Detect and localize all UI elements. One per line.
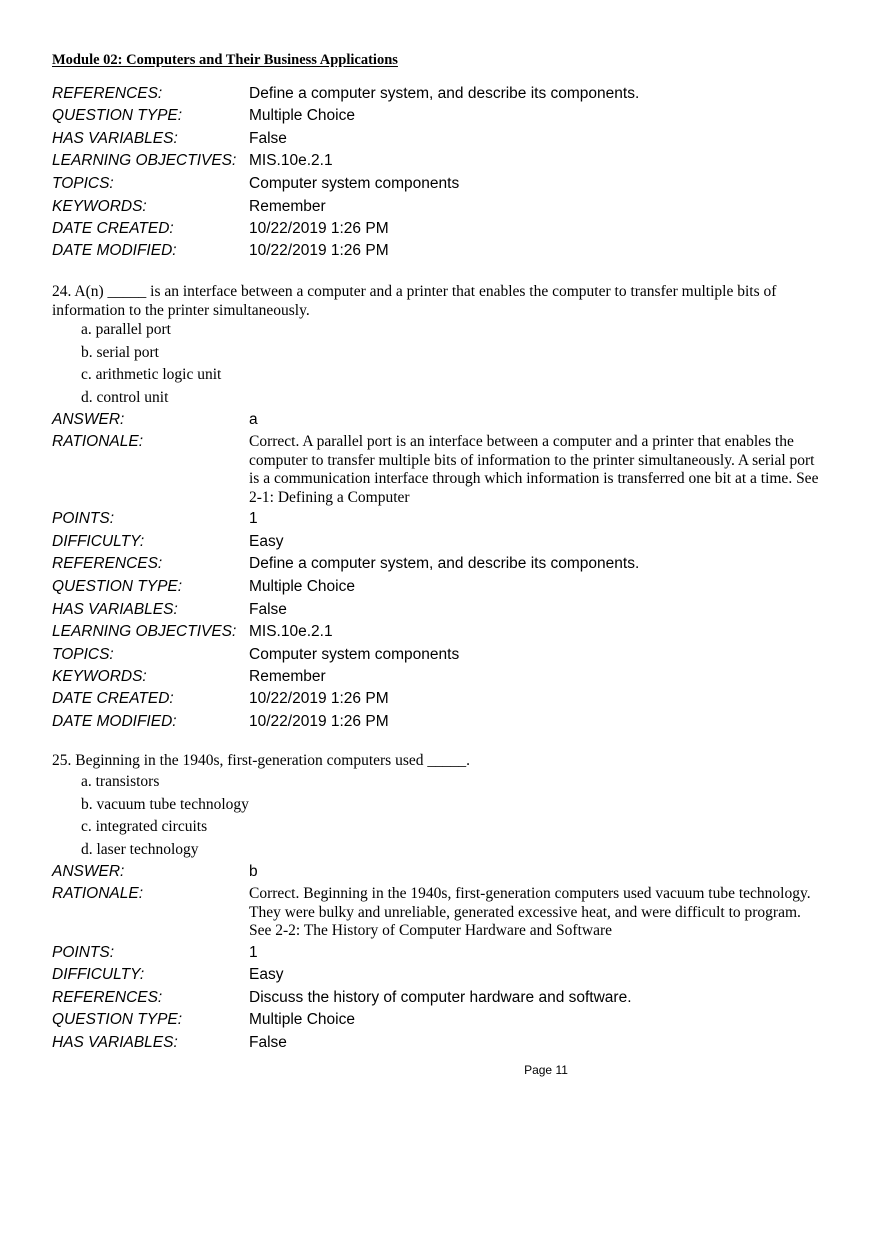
- q25-choice-b: b. vacuum tube technology: [81, 796, 249, 813]
- q24-meta-date-modified: [52, 713, 389, 735]
- q24-rationale-row: [52, 433, 827, 507]
- meta-label: DIFFICULTY:: [52, 966, 145, 983]
- meta-label: POINTS:: [52, 510, 115, 527]
- meta-label: LEARNING OBJECTIVES:: [52, 623, 237, 640]
- meta-row-date-created: [52, 220, 389, 242]
- meta-label: REFERENCES:: [52, 555, 163, 572]
- q24-meta-topics: [52, 646, 459, 668]
- meta-label: POINTS:: [52, 944, 115, 961]
- meta-value: Computer system components: [249, 175, 460, 192]
- meta-row-date-modified: [52, 242, 389, 264]
- meta-label: HAS VARIABLES:: [52, 130, 178, 147]
- module-title: Module 02: Computers and Their Business Applications: [52, 52, 398, 68]
- meta-label: QUESTION TYPE:: [52, 578, 183, 595]
- q25-rationale-row: [52, 885, 827, 941]
- q25-choice-c: c. integrated circuits: [81, 818, 208, 835]
- meta-row-references: [52, 85, 639, 107]
- meta-value: Define a computer system, and describe its components.: [249, 85, 640, 102]
- meta-label: QUESTION TYPE:: [52, 1011, 183, 1028]
- meta-label: REFERENCES:: [52, 989, 163, 1006]
- meta-row-question-type: [52, 107, 355, 129]
- meta-label: QUESTION TYPE:: [52, 107, 183, 124]
- meta-value: 1: [249, 944, 258, 961]
- meta-label: DATE CREATED:: [52, 220, 174, 237]
- q24-meta-question-type: [52, 578, 355, 600]
- meta-label: DIFFICULTY:: [52, 533, 145, 550]
- meta-value: Multiple Choice: [249, 1011, 355, 1028]
- meta-label: DATE MODIFIED:: [52, 713, 177, 730]
- meta-value: Easy: [249, 533, 284, 550]
- q25-meta-question-type: [52, 1011, 355, 1033]
- answer-value: b: [249, 863, 258, 880]
- meta-value: 10/22/2019 1:26 PM: [249, 242, 389, 259]
- answer-value: a: [249, 411, 258, 428]
- q24-choice-a: a. parallel port: [81, 321, 171, 338]
- q24-choice-d: d. control unit: [81, 389, 169, 406]
- rationale-label: RATIONALE:: [52, 885, 144, 902]
- meta-label: DATE MODIFIED:: [52, 242, 177, 259]
- meta-label: TOPICS:: [52, 646, 114, 663]
- page-number: Page 11: [524, 1063, 568, 1077]
- meta-value: Remember: [249, 668, 326, 685]
- rationale-text: Correct. Beginning in the 1940s, first-generation computers used vacuum tube technology. They were bulky and unreliable, generated excessive heat, and were difficult to program. See 2-2: The History of Computer Hardware and Software: [249, 885, 811, 940]
- meta-value: 1: [249, 510, 258, 527]
- meta-value: Discuss the history of computer hardware and software.: [249, 989, 632, 1006]
- q25-choice-d: d. laser technology: [81, 841, 199, 858]
- answer-label: ANSWER:: [52, 411, 125, 428]
- meta-label: HAS VARIABLES:: [52, 1034, 178, 1051]
- rationale-label: RATIONALE:: [52, 433, 144, 450]
- meta-value: 10/22/2019 1:26 PM: [249, 713, 389, 730]
- q24-meta-keywords: [52, 668, 326, 690]
- meta-row-learning-objectives: [52, 152, 333, 174]
- meta-value: Multiple Choice: [249, 578, 355, 595]
- q24-meta-references: [52, 555, 639, 577]
- q24-meta-has-variables: [52, 601, 287, 623]
- meta-value: Define a computer system, and describe its components.: [249, 555, 640, 572]
- meta-label: DATE CREATED:: [52, 690, 174, 707]
- question-25-text: 25. Beginning in the 1940s, first-generation computers used _____.: [52, 752, 471, 769]
- meta-value: False: [249, 601, 287, 618]
- q24-answer-row: [52, 411, 258, 433]
- meta-value: Easy: [249, 966, 284, 983]
- q25-answer-row: [52, 863, 258, 885]
- meta-value: 10/22/2019 1:26 PM: [249, 220, 389, 237]
- meta-value: False: [249, 1034, 287, 1051]
- q24-meta-difficulty: [52, 533, 283, 555]
- q25-meta-points: [52, 944, 258, 966]
- meta-label: TOPICS:: [52, 175, 114, 192]
- meta-value: Remember: [249, 198, 326, 215]
- rationale-text: Correct. A parallel port is an interface between a computer and a printer that enables the computer to transfer multiple bits of information to the printer simultaneously. A serial port is a communication interface through which information is transferred one bit at a time. See 2-1: Defining a Computer: [249, 433, 819, 506]
- meta-label: LEARNING OBJECTIVES:: [52, 152, 237, 169]
- meta-label: REFERENCES:: [52, 85, 163, 102]
- meta-value: 10/22/2019 1:26 PM: [249, 690, 389, 707]
- meta-label: KEYWORDS:: [52, 668, 147, 685]
- q25-meta-difficulty: [52, 966, 283, 988]
- meta-value: False: [249, 130, 287, 147]
- q24-meta-points: [52, 510, 258, 532]
- meta-value: Multiple Choice: [249, 107, 355, 124]
- meta-row-has-variables: [52, 130, 287, 152]
- meta-value: Computer system components: [249, 646, 460, 663]
- meta-value: MIS.10e.2.1: [249, 152, 333, 169]
- meta-row-keywords: [52, 198, 326, 220]
- q24-choice-b: b. serial port: [81, 344, 159, 361]
- q24-meta-learning-objectives: [52, 623, 333, 645]
- q25-choice-a: a. transistors: [81, 773, 160, 790]
- q24-meta-date-created: [52, 690, 389, 712]
- meta-label: KEYWORDS:: [52, 198, 147, 215]
- q25-meta-has-variables: [52, 1034, 287, 1056]
- meta-label: HAS VARIABLES:: [52, 601, 178, 618]
- q25-meta-references: [52, 989, 632, 1011]
- meta-value: MIS.10e.2.1: [249, 623, 333, 640]
- meta-row-topics: [52, 175, 459, 197]
- q24-choice-c: c. arithmetic logic unit: [81, 366, 222, 383]
- question-24-text: 24. A(n) _____ is an interface between a computer and a printer that enables the computer to transfer multiple bits of information to the printer simultaneously.: [52, 283, 777, 319]
- answer-label: ANSWER:: [52, 863, 125, 880]
